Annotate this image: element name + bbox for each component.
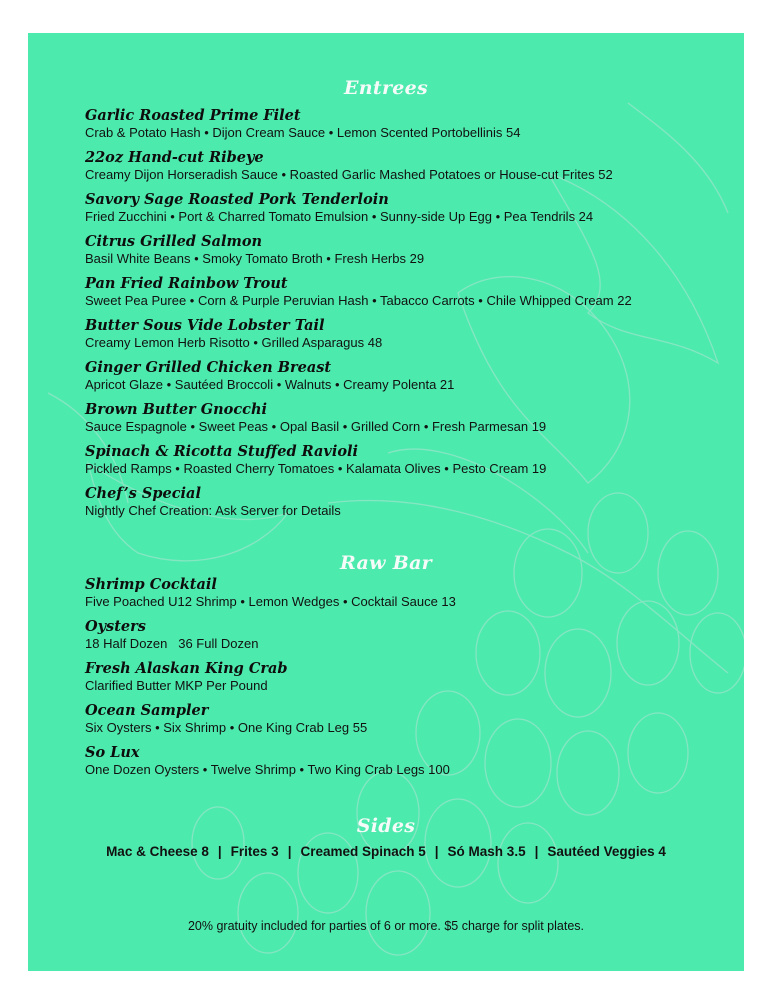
entree-item [85, 275, 725, 309]
item-description: Sweet Pea Puree • Corn & Purple Peruvian Hash • Tabacco Carrots • Chile Whipped Cream 22 [85, 293, 632, 308]
item-description: Creamy Dijon Horseradish Sauce • Roasted Garlic Mashed Potatoes or House-cut Frites 52 [85, 167, 613, 182]
item-description: Pickled Ramps • Roasted Cherry Tomatoes • Kalamata Olives • Pesto Cream 19 [85, 461, 547, 476]
item-name: Ocean Sampler [85, 702, 209, 719]
item-name: Pan Fried Rainbow Trout [85, 275, 288, 292]
entree-item [85, 233, 725, 267]
side-item: Mac & Cheese 8 [106, 844, 209, 859]
raw-bar-item [85, 660, 725, 694]
raw-bar-item [85, 618, 725, 652]
sides-list [28, 844, 744, 859]
side-item: Sautéed Veggies 4 [547, 844, 666, 859]
item-description: Six Oysters • Six Shrimp • One King Crab Leg 55 [85, 720, 368, 735]
gratuity-note: 20% gratuity included for parties of 6 or more. $5 charge for split plates. [187, 919, 585, 933]
item-name: Savory Sage Roasted Pork Tenderloin [85, 191, 389, 208]
menu-panel [28, 33, 744, 971]
raw-bar-item [85, 702, 725, 736]
entree-item [85, 149, 725, 183]
side-separator: | [534, 844, 539, 859]
entree-item [85, 359, 725, 393]
item-name: Butter Sous Vide Lobster Tail [85, 317, 325, 334]
item-description: Basil White Beans • Smoky Tomato Broth • Fresh Herbs 29 [85, 251, 425, 266]
item-description: Five Poached U12 Shrimp • Lemon Wedges • Cocktail Sauce 13 [85, 594, 456, 609]
item-name: Spinach & Ricotta Stuffed Ravioli [85, 443, 359, 460]
item-name: Fresh Alaskan King Crab [85, 660, 288, 677]
item-description: One Dozen Oysters • Twelve Shrimp • Two King Crab Legs 100 [85, 762, 450, 777]
side-item: Frites 3 [230, 844, 279, 859]
item-name: 22oz Hand-cut Ribeye [85, 149, 264, 166]
item-name: Ginger Grilled Chicken Breast [85, 359, 332, 376]
item-description: Nightly Chef Creation: Ask Server for Details [85, 503, 341, 518]
item-description: Creamy Lemon Herb Risotto • Grilled Asparagus 48 [85, 335, 383, 350]
item-name: Oysters [85, 618, 146, 635]
entree-item [85, 401, 725, 435]
raw-bar-item [85, 744, 725, 778]
item-name: Chef’s Special [85, 485, 201, 502]
raw-bar-item [85, 576, 725, 610]
item-description: Clarified Butter MKP Per Pound [85, 678, 268, 693]
item-description: Apricot Glaze • Sautéed Broccoli • Walnuts • Creamy Polenta 21 [85, 377, 455, 392]
item-description: 18 Half Dozen 36 Full Dozen [85, 636, 259, 651]
item-description: Fried Zucchini • Port & Charred Tomato Emulsion • Sunny-side Up Egg • Pea Tendrils 24 [85, 209, 594, 224]
sides-title: Sides [356, 815, 416, 837]
entrees-title: Entrees [343, 77, 429, 99]
item-name: Citrus Grilled Salmon [85, 233, 263, 250]
item-name: Garlic Roasted Prime Filet [85, 107, 301, 124]
entree-item [85, 317, 725, 351]
entree-item [85, 191, 725, 225]
item-name: So Lux [85, 744, 140, 761]
side-separator: | [434, 844, 439, 859]
entree-item [85, 485, 725, 519]
side-separator: | [287, 844, 292, 859]
item-description: Crab & Potato Hash • Dijon Cream Sauce • Lemon Scented Portobellinis 54 [85, 125, 521, 140]
side-separator: | [217, 844, 222, 859]
item-name: Brown Butter Gnocchi [85, 401, 268, 418]
entree-item [85, 443, 725, 477]
item-name: Shrimp Cocktail [85, 576, 217, 593]
item-description: Sauce Espagnole • Sweet Peas • Opal Basil • Grilled Corn • Fresh Parmesan 19 [85, 419, 547, 434]
raw-bar-title: Raw Bar [340, 552, 432, 574]
side-item: Creamed Spinach 5 [300, 844, 426, 859]
entree-item [85, 107, 725, 141]
side-item: Só Mash 3.5 [447, 844, 526, 859]
